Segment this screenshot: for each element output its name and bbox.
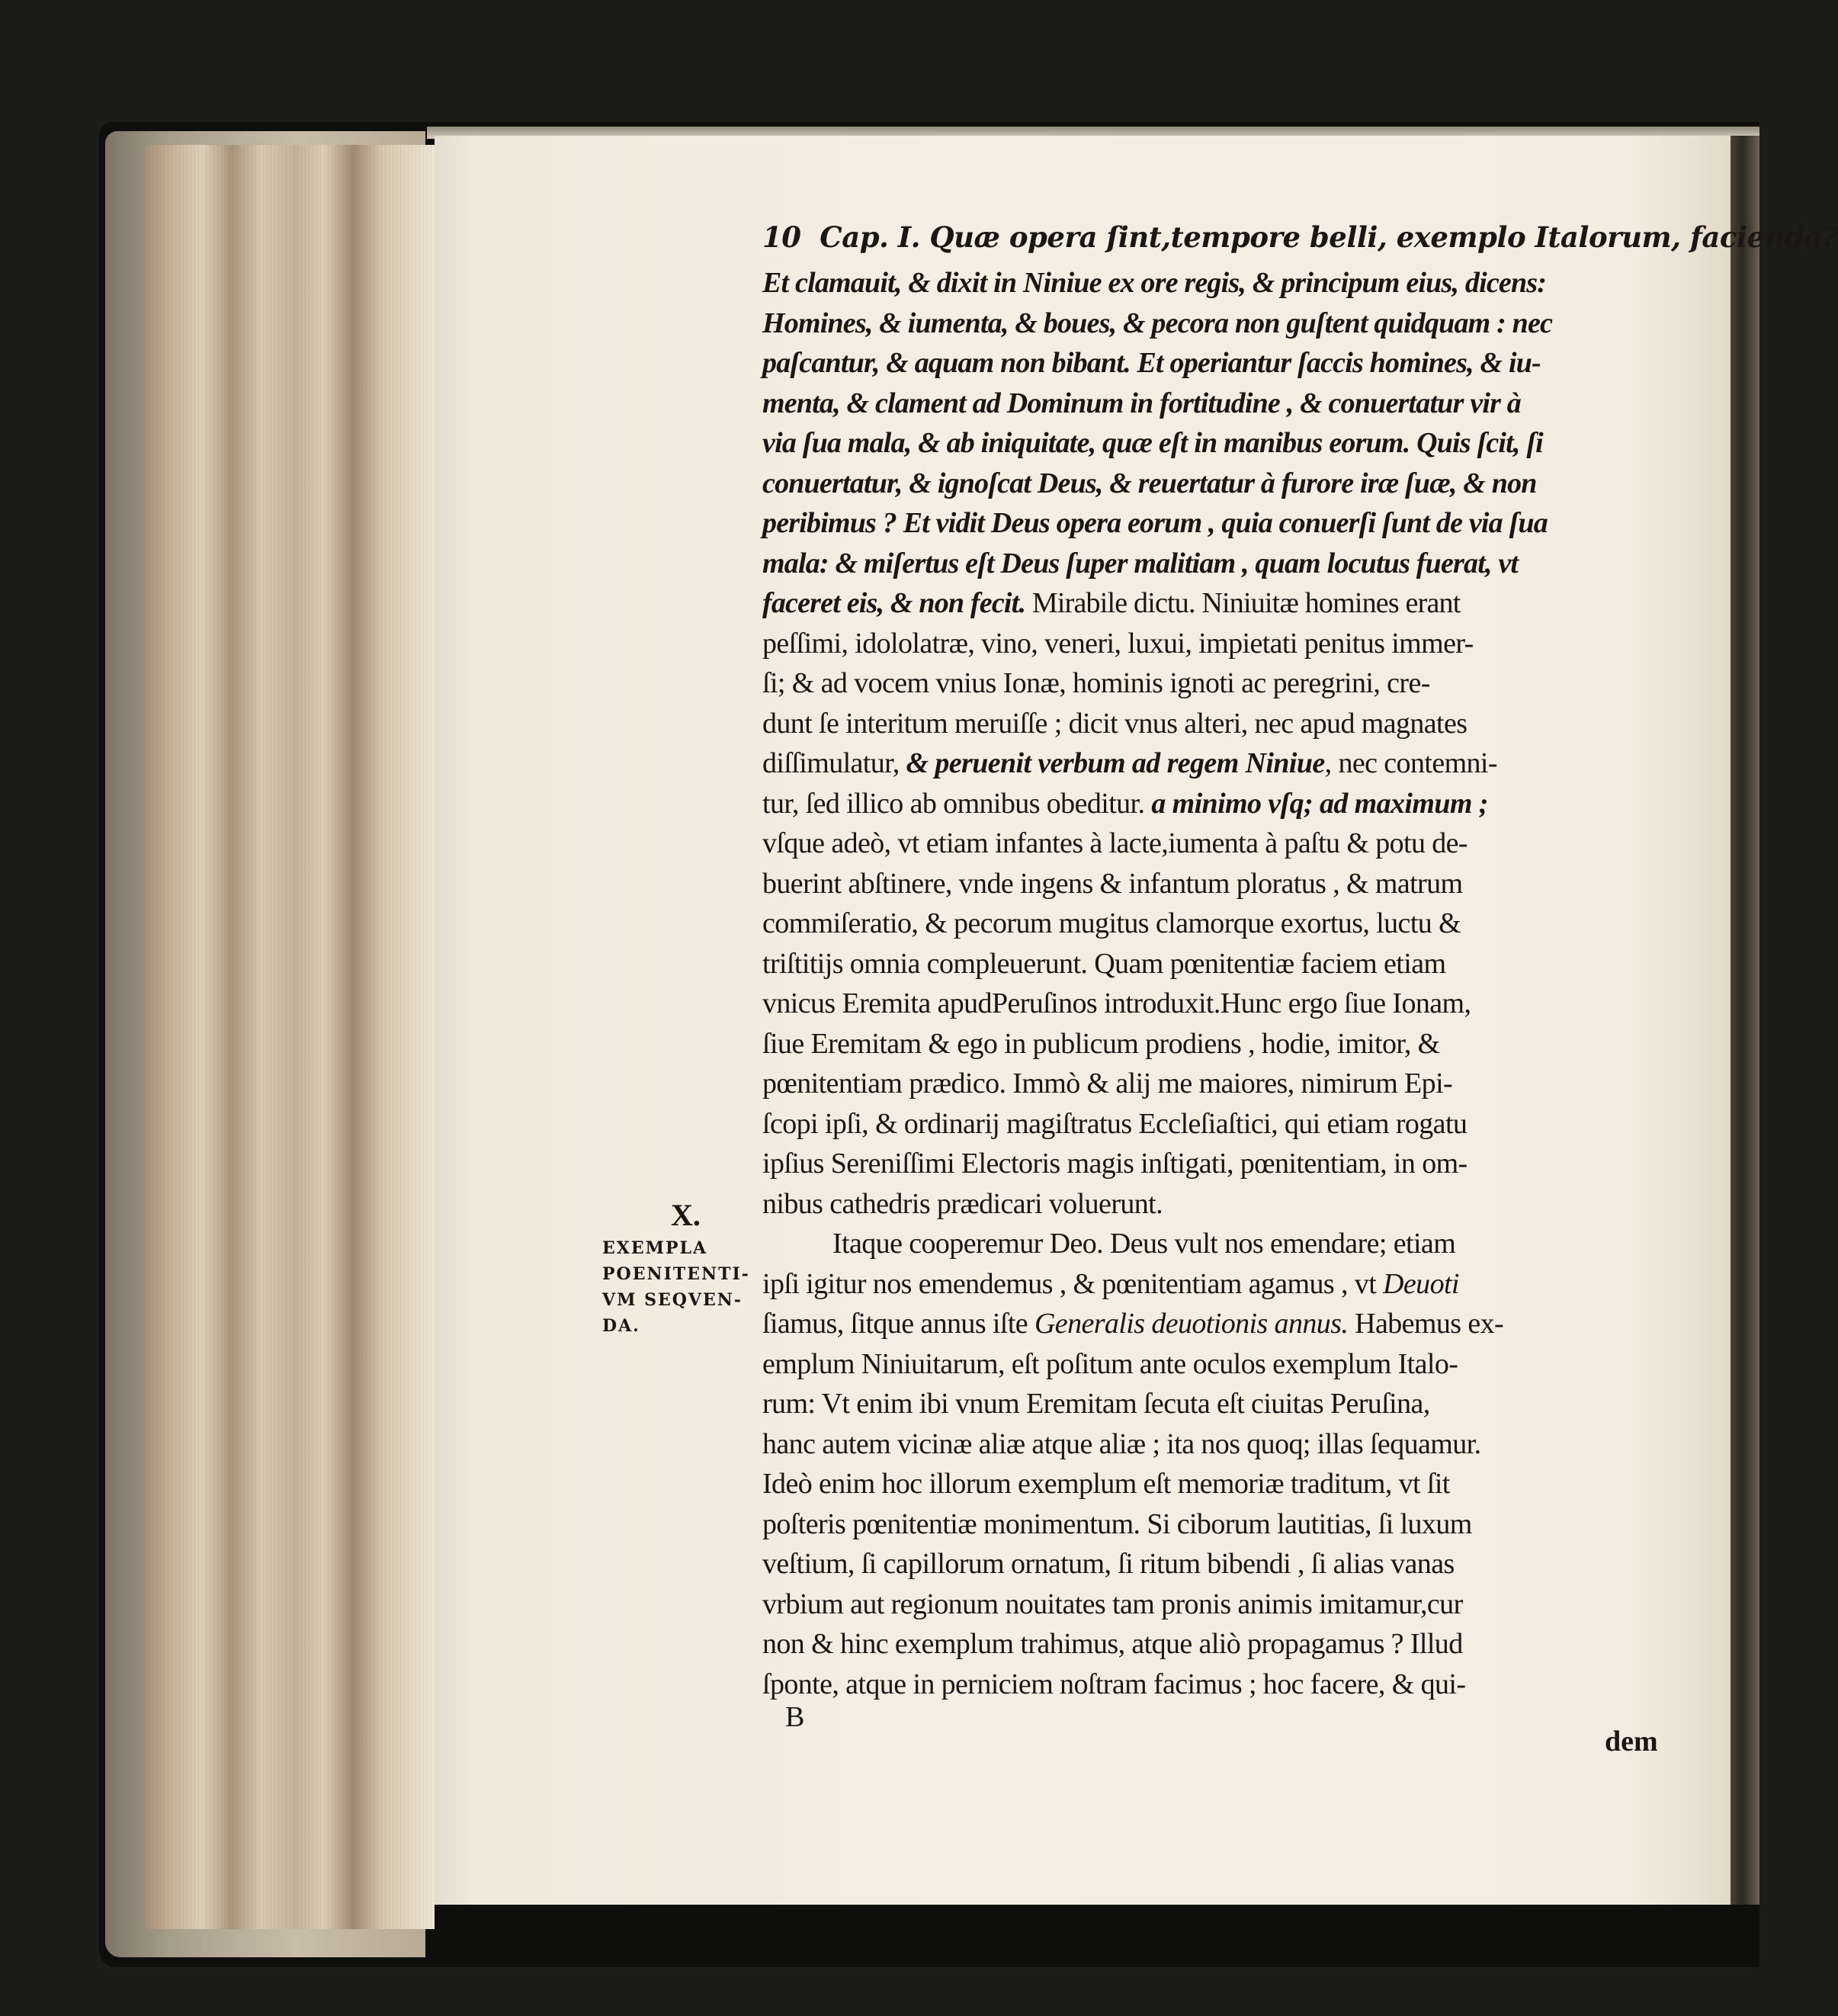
text-line — [762, 384, 1654, 424]
text-line — [762, 1424, 1654, 1465]
text-line-main: diſſimulatur, — [762, 747, 900, 779]
text-line-main: menta, & clament ad Dominum in fortitudine , & conuertatur vir à — [762, 387, 1521, 419]
margin-note — [602, 1235, 750, 1339]
text-line — [762, 624, 1654, 664]
text-line — [762, 583, 1654, 624]
text-line-main: poſteris pœnitentiæ monimentum. Si ciborum lautitias, ſi luxum — [762, 1507, 1472, 1540]
page-number: 10 — [762, 220, 801, 254]
text-line-main: commiſeratio, & pecorum mugitus clamorque exortus, luctu & — [762, 907, 1461, 939]
text-line — [762, 503, 1654, 544]
text-line — [762, 1624, 1654, 1664]
text-line-main: vſque adeò, vt etiam infantes à lacte,iumenta à paſtu & potu de- — [762, 827, 1468, 859]
text-line-main: peribimus ? Et vidit Deus opera eorum , quia conuerſi ſunt de via ſua — [762, 507, 1548, 539]
text-line-main: Et clamauit, & dixit in Niniue ex ore regis, & principum eius, dicens: — [762, 267, 1547, 299]
text-line-main: nibus cathedris prædicari voluerunt. — [762, 1187, 1163, 1220]
text-line-tail: Mirabile dictu. Niniuitæ homines erant — [1025, 587, 1461, 619]
text-line — [762, 1544, 1654, 1584]
signature-mark: B — [785, 1701, 805, 1733]
body-text — [762, 263, 1654, 1704]
text-line-main: rum: Vt enim ibi vnum Eremitam ſecuta eſt ciuitas Peruſina, — [762, 1388, 1430, 1420]
text-line — [762, 864, 1654, 904]
text-line — [762, 1264, 1654, 1305]
text-line — [762, 1224, 1654, 1264]
text-line — [762, 1064, 1654, 1104]
text-line-main: vrbium aut regionum nouitates tam pronis animis imitamur,cur — [762, 1587, 1463, 1620]
chapter-title: Cap. I. Quæ opera ſint,tempore belli, exemplo Italorum, facienda? — [820, 220, 1838, 254]
text-line-main: Homines, & iumenta, & boues, & pecora non guſtent quidquam : nec — [762, 307, 1553, 339]
text-line-tail: Habemus ex- — [1348, 1308, 1504, 1340]
text-line — [762, 1504, 1654, 1545]
text-line — [762, 1104, 1654, 1144]
text-line — [762, 1024, 1654, 1064]
text-line-italic: a minimo vſq; ad maximum ; — [1144, 787, 1488, 820]
text-line-main: paſcantur, & aquam non bibant. Et operiantur ſaccis homines, & iu- — [762, 347, 1541, 379]
margin-numeral: X. — [671, 1198, 701, 1232]
text-line-main: triſtitijs omnia compleuerunt. Quam pœnitentiæ faciem etiam — [762, 947, 1446, 980]
text-line-main: via ſua mala, & ab iniquitate, quæ eſt in manibus eorum. Quis ſcit, ſi — [762, 427, 1543, 459]
margin-note-line: VM SEQVEN- — [602, 1290, 743, 1310]
margin-note-line: POENITENTI- — [602, 1264, 750, 1284]
text-line — [762, 663, 1654, 704]
text-line-main: conuertatur, & ignoſcat Deus, & reuertatur à furore iræ ſuæ, & non — [762, 467, 1537, 499]
text-line-italic: & peruenit verbum ad regem Niniue — [899, 747, 1325, 779]
text-line-main: ſiue Eremitam & ego in publicum prodiens , hodie, imitor, & — [762, 1027, 1440, 1060]
text-line — [762, 1344, 1654, 1385]
text-line-italic: Deuoti — [1376, 1267, 1459, 1300]
text-line — [762, 303, 1654, 344]
text-block — [762, 217, 1838, 1704]
text-line-main: hanc autem vicinæ aliæ atque aliæ ; ita nos quoq; illas ſequamur. — [762, 1427, 1481, 1460]
text-line-main: emplum Niniuitarum, eſt poſitum ante oculos exemplum Italo- — [762, 1347, 1458, 1380]
text-line-tail: , nec contemni- — [1324, 747, 1497, 779]
text-line — [762, 904, 1654, 944]
text-line-main: ſiamus, ſitque annus iſte — [762, 1308, 1028, 1340]
text-line-main: ſponte, atque in perniciem noſtram facimus ; hoc facere, & qui- — [762, 1668, 1466, 1700]
text-line — [762, 743, 1654, 784]
text-line-main: Itaque cooperemur Deo. Deus vult nos emendare; etiam — [832, 1228, 1456, 1260]
text-line — [762, 704, 1654, 744]
text-line-main: faceret eis, & non fecit. — [762, 587, 1026, 619]
text-line — [762, 544, 1654, 584]
text-line — [762, 1184, 1654, 1225]
text-line — [762, 464, 1654, 504]
text-line-main: veſtium, ſi capillorum ornatum, ſi ritum bibendi , ſi alias vanas — [762, 1548, 1455, 1580]
text-line — [762, 343, 1654, 384]
text-line-main: non & hinc exemplum trahimus, atque aliò propagamus ? Illud — [762, 1628, 1463, 1660]
text-line-main: vnicus Eremita apudPeruſinos introduxit.Hunc ergo ſiue Ionam, — [762, 987, 1471, 1019]
text-line-main: mala: & miſertus eſt Deus ſuper malitiam , quam locutus fuerat, vt — [762, 547, 1519, 579]
text-line — [762, 263, 1654, 303]
text-line — [762, 1144, 1654, 1184]
text-line-main: ſi; & ad vocem vnius Ionæ, hominis ignoti ac peregrini, cre- — [762, 667, 1430, 699]
facing-page-gutter — [1731, 136, 1759, 1905]
text-line — [762, 1304, 1654, 1344]
text-line — [762, 1384, 1654, 1424]
text-line — [762, 1584, 1654, 1625]
text-line-main: peſſimi, idololatræ, vino, veneri, luxui, impietati penitus immer- — [762, 627, 1474, 660]
text-line-main: ipſi igitur nos emendemus , & pœnitentiam agamus , vt — [762, 1267, 1377, 1300]
text-line — [762, 823, 1654, 864]
text-line-main: dunt ſe interitum meruiſſe ; dicit vnus alteri, nec apud magnates — [762, 707, 1468, 740]
text-line — [762, 784, 1654, 824]
page-edges — [145, 145, 435, 1929]
text-line-main: Ideò enim hoc illorum exemplum eſt memoriæ traditum, vt ſit — [762, 1468, 1450, 1500]
text-line — [762, 1464, 1654, 1504]
running-head — [762, 217, 1838, 263]
text-line-main: ſcopi ipſi, & ordinarij magiſtratus Eccleſiaſtici, qui etiam rogatu — [762, 1107, 1468, 1140]
text-line-main: ipſius Sereniſſimi Electoris magis inſtigati, pœnitentiam, in om- — [762, 1148, 1468, 1180]
margin-note-line: EXEMPLA — [602, 1238, 708, 1258]
text-line-main: buerint abſtinere, vnde ingens & infantum ploratus , & matrum — [762, 867, 1463, 900]
text-line — [762, 944, 1654, 984]
text-line-main: pœnitentiam prædico. Immò & alij me maiores, nimirum Epi- — [762, 1067, 1453, 1099]
text-line-main: tur, ſed illico ab omnibus obeditur. — [762, 787, 1145, 820]
margin-note-line: DA. — [602, 1316, 640, 1336]
text-line-italic: Generalis deuotionis annus. — [1028, 1308, 1349, 1340]
text-line — [762, 423, 1654, 464]
text-line — [762, 984, 1654, 1024]
catchword: dem — [1605, 1725, 1658, 1758]
text-line — [762, 1664, 1654, 1705]
